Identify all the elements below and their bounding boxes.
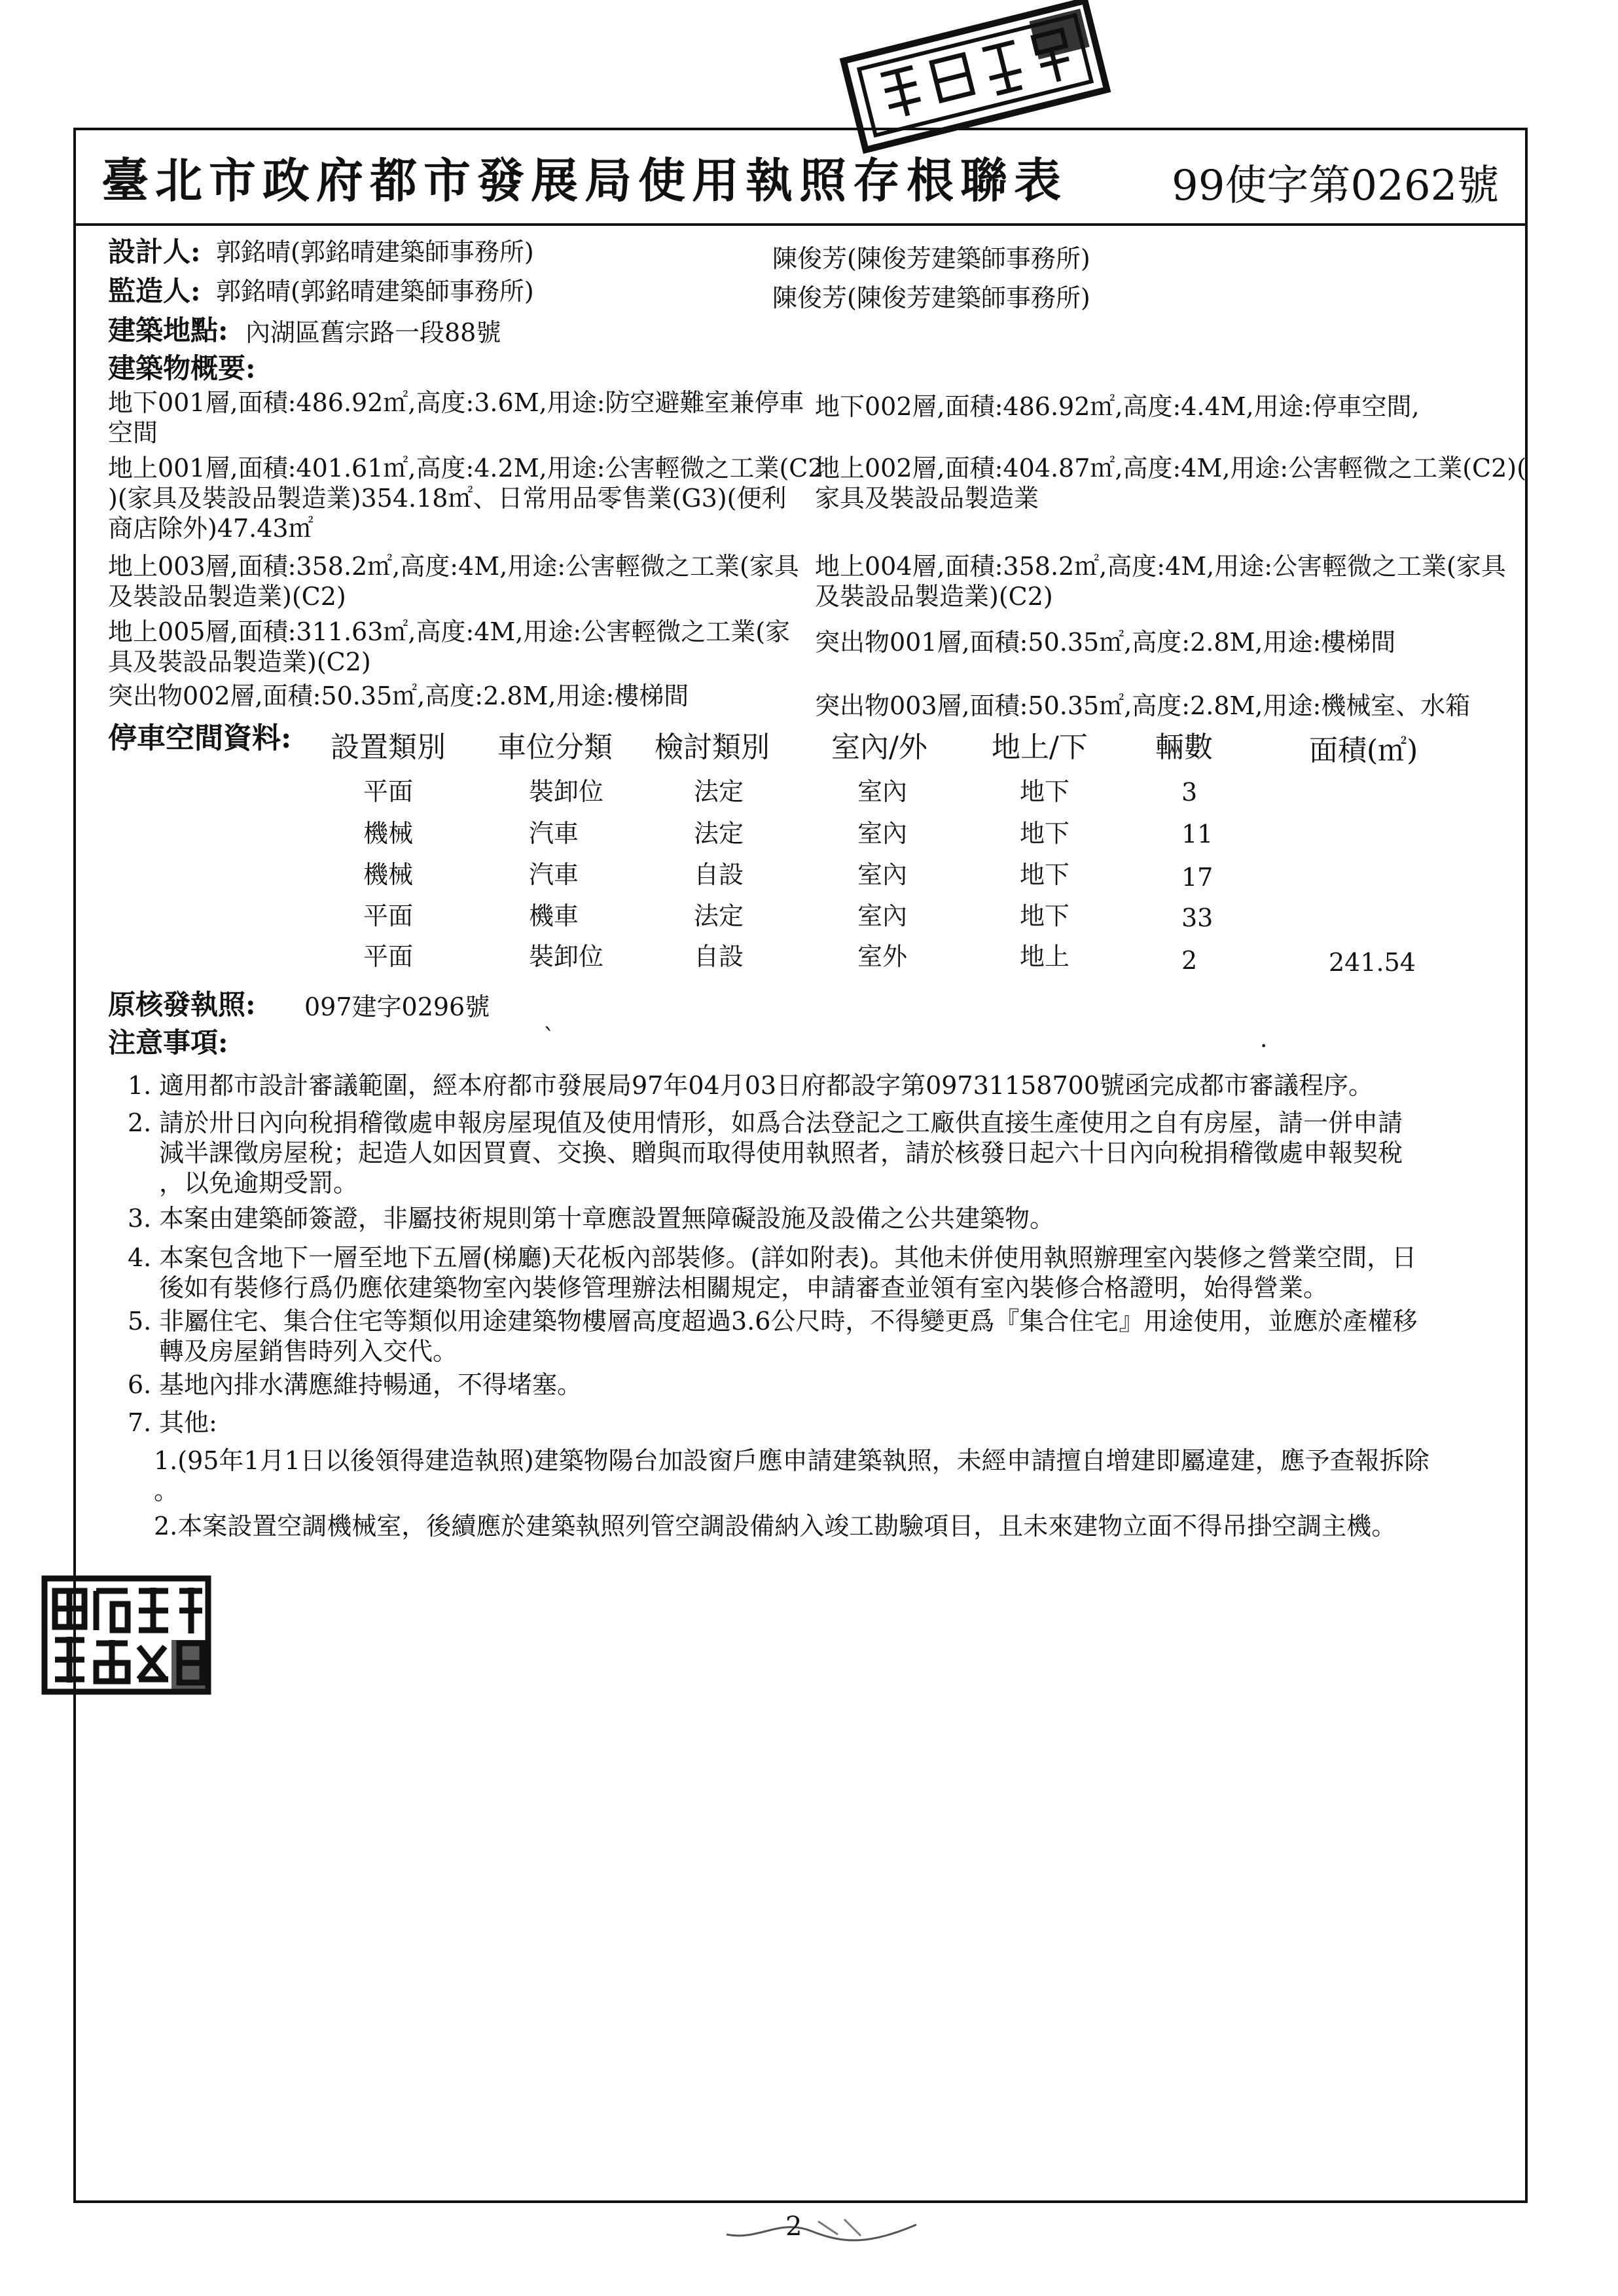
note-line: 1.(95年1月1日以後領得建造執照)建築物陽台加設窗戶應申請建築執照，未經申請擅自增建即屬違建，應予查報拆除 bbox=[154, 1446, 1429, 1475]
parking-header-count: 輛數 bbox=[1155, 731, 1213, 764]
parking-cell: 室內 bbox=[857, 819, 908, 848]
parking-cell: 地下 bbox=[1020, 777, 1070, 806]
parking-cell: 241.54 bbox=[1329, 948, 1416, 977]
parking-cell: 法定 bbox=[694, 819, 744, 848]
floor-1f-line2: )(家具及裝設品製造業)354.18㎡、日常用品零售業(G3)(便利 bbox=[108, 484, 787, 513]
note-number: 7. bbox=[128, 1408, 152, 1437]
note-line: 基地內排水溝應維持暢通，不得堵塞。 bbox=[159, 1370, 583, 1399]
parking-cell: 平面 bbox=[363, 942, 414, 971]
floor-b1-line1: 地下001層,面積:486.92㎡,高度:3.6M,用途:防空避難室兼停車 bbox=[108, 388, 804, 417]
parking-header-indoor-outdoor: 室內/外 bbox=[831, 731, 927, 764]
parking-cell: 平面 bbox=[363, 902, 414, 930]
scribble-mark bbox=[720, 2212, 929, 2251]
document-title: 臺北市政府都市發展局使用執照存根聯表 bbox=[101, 153, 1068, 208]
note-number: 3. bbox=[128, 1204, 152, 1233]
parking-cell: 17 bbox=[1181, 863, 1214, 892]
note-line: 2.本案設置空調機械室，後續應於建築執照列管空調設備納入竣工勘驗項目，且未來建物立面不得吊掛空調主機。 bbox=[154, 1512, 1397, 1540]
floor-r3: 突出物003層,面積:50.35㎡,高度:2.8M,用途:機械室、水箱 bbox=[815, 691, 1471, 720]
floor-4f-line1: 地上004層,面積:358.2㎡,高度:4M,用途:公害輕微之工業(家具 bbox=[815, 552, 1506, 581]
floor-b1-line2: 空間 bbox=[108, 418, 158, 447]
parking-cell: 室內 bbox=[857, 902, 908, 930]
note-line: 請於卅日內向稅捐稽徵處申報房屋現值及使用情形，如爲合法登記之工廠供直接生產使用之自有房屋，請一併申請 bbox=[159, 1108, 1403, 1137]
floor-1f-line1: 地上001層,面積:401.61㎡,高度:4.2M,用途:公害輕微之工業(C2 bbox=[108, 454, 824, 483]
note-line: 減半課徵房屋稅；起造人如因買賣、交換、贈與而取得使用執照者，請於核發日起六十日內向稅捐稽徵處申報契稅 bbox=[159, 1139, 1403, 1167]
parking-cell: 汽車 bbox=[529, 819, 579, 848]
designer-primary: 郭銘晴(郭銘晴建築師事務所) bbox=[216, 238, 534, 266]
parking-cell: 裝卸位 bbox=[529, 777, 604, 806]
floor-b2-line1: 地下002層,面積:486.92㎡,高度:4.4M,用途:停車空間, bbox=[815, 392, 1420, 421]
parking-cell: 平面 bbox=[363, 777, 414, 806]
note-line: 其他: bbox=[159, 1408, 217, 1437]
note-line: 本案由建築師簽證，非屬技術規則第十章應設置無障礙設施及設備之公共建築物。 bbox=[159, 1204, 1055, 1233]
parking-cell: 裝卸位 bbox=[529, 942, 604, 971]
parking-cell: 機械 bbox=[363, 819, 414, 848]
parking-cell: 3 bbox=[1181, 778, 1198, 807]
original-permit-value: 097建字0296號 bbox=[304, 993, 490, 1021]
note-number: 2. bbox=[128, 1108, 152, 1137]
supervisor-label: 監造人: bbox=[108, 275, 201, 307]
floor-5f-line1: 地上005層,面積:311.63㎡,高度:4M,用途:公害輕微之工業(家 bbox=[108, 617, 791, 646]
parking-header-above-below: 地上/下 bbox=[992, 731, 1088, 764]
note-line: 。 bbox=[154, 1476, 179, 1505]
supervisor-primary: 郭銘晴(郭銘晴建築師事務所) bbox=[216, 277, 534, 306]
parking-cell: 地下 bbox=[1020, 902, 1070, 930]
parking-cell: 機車 bbox=[529, 902, 579, 930]
original-permit-label: 原核發執照: bbox=[108, 989, 256, 1021]
parking-cell: 法定 bbox=[694, 777, 744, 806]
floor-3f-line2: 及裝設品製造業)(C2) bbox=[108, 582, 346, 611]
notes-label: 注意事項: bbox=[108, 1027, 228, 1059]
parking-cell: 33 bbox=[1181, 903, 1214, 932]
floor-2f-line1: 地上002層,面積:404.87㎡,高度:4M,用途:公害輕微之工業(C2)( bbox=[815, 454, 1526, 483]
overview-label: 建築物概要: bbox=[108, 352, 256, 384]
scan-mark: · bbox=[1260, 1033, 1268, 1060]
parking-cell: 地上 bbox=[1020, 942, 1070, 971]
floor-r1: 突出物001層,面積:50.35㎡,高度:2.8M,用途:樓梯間 bbox=[815, 628, 1396, 657]
note-line: 轉及房屋銷售時列入交代。 bbox=[159, 1337, 458, 1366]
note-number: 6. bbox=[128, 1370, 152, 1399]
parking-cell: 法定 bbox=[694, 902, 744, 930]
parking-cell: 自設 bbox=[694, 942, 744, 971]
floor-1f-line3: 商店除外)47.43㎡ bbox=[108, 514, 314, 543]
site-address: 內湖區舊宗路一段88號 bbox=[245, 318, 501, 347]
page-number: 2 bbox=[785, 2212, 802, 2242]
note-sub-item-2 bbox=[154, 1511, 1515, 1541]
parking-header-area: 面積(㎡) bbox=[1309, 734, 1418, 767]
parking-label: 停車空間資料: bbox=[108, 721, 292, 755]
note-line: 本案包含地下一層至地下五層(梯廳)天花板內部裝修。(詳如附表)。其他未併使用執照辦理室內裝修之營業空間，日 bbox=[159, 1243, 1417, 1272]
parking-cell: 室內 bbox=[857, 860, 908, 889]
site-label: 建築地點: bbox=[108, 314, 228, 346]
note-line: 非屬住宅、集合住宅等類似用途建築物樓層高度超過3.6公尺時，不得變更爲『集合住宅』用途使用，並應於產權移 bbox=[159, 1307, 1418, 1336]
note-number: 5. bbox=[128, 1307, 152, 1336]
floor-3f-line1: 地上003層,面積:358.2㎡,高度:4M,用途:公害輕微之工業(家具 bbox=[108, 552, 799, 581]
page-number-mark bbox=[720, 2212, 929, 2251]
scan-mark: ˋ bbox=[543, 1025, 555, 1051]
note-line: 適用都市設計審議範圍，經本府都市發展局97年04月03日府都設字第09731158700號函完成都市審議程序。 bbox=[159, 1071, 1374, 1100]
parking-cell: 地下 bbox=[1020, 819, 1070, 848]
parking-cell: 11 bbox=[1181, 820, 1214, 848]
floor-5f-line2: 具及裝設品製造業)(C2) bbox=[108, 647, 371, 676]
floor-r2: 突出物002層,面積:50.35㎡,高度:2.8M,用途:樓梯間 bbox=[108, 682, 689, 710]
permit-number: 99使字第0262號 bbox=[1172, 162, 1500, 210]
parking-cell: 室外 bbox=[857, 942, 908, 971]
parking-cell: 汽車 bbox=[529, 860, 579, 889]
parking-cell: 地下 bbox=[1020, 860, 1070, 889]
official-seal-stamp-left bbox=[41, 1575, 212, 1696]
parking-header-setup-type: 設置類別 bbox=[331, 731, 446, 764]
note-number: 1. bbox=[128, 1071, 152, 1100]
floor-4f-line2: 及裝設品製造業)(C2) bbox=[815, 582, 1053, 611]
parking-cell: 2 bbox=[1181, 946, 1198, 975]
note-number: 4. bbox=[128, 1243, 152, 1272]
supervisor-secondary: 陳俊芳(陳俊芳建築師事務所) bbox=[772, 283, 1090, 312]
note-sub-item-1 bbox=[154, 1446, 1515, 1506]
designer-label: 設計人: bbox=[108, 236, 201, 268]
parking-cell: 自設 bbox=[694, 860, 744, 889]
note-line: 後如有裝修行爲仍應依建築物室內裝修管理辦法相關規定，申請審查並領有室內裝修合格證明，始得營業。 bbox=[159, 1273, 1329, 1302]
designer-secondary: 陳俊芳(陳俊芳建築師事務所) bbox=[772, 244, 1090, 273]
parking-header-space-class: 車位分類 bbox=[497, 731, 613, 764]
parking-header-review-type: 檢討類別 bbox=[655, 731, 770, 764]
parking-cell: 機械 bbox=[363, 860, 414, 889]
floor-2f-line2: 家具及裝設品製造業 bbox=[815, 484, 1039, 513]
parking-cell: 室內 bbox=[857, 777, 908, 806]
note-line: ，以免逾期受罰。 bbox=[159, 1169, 359, 1197]
